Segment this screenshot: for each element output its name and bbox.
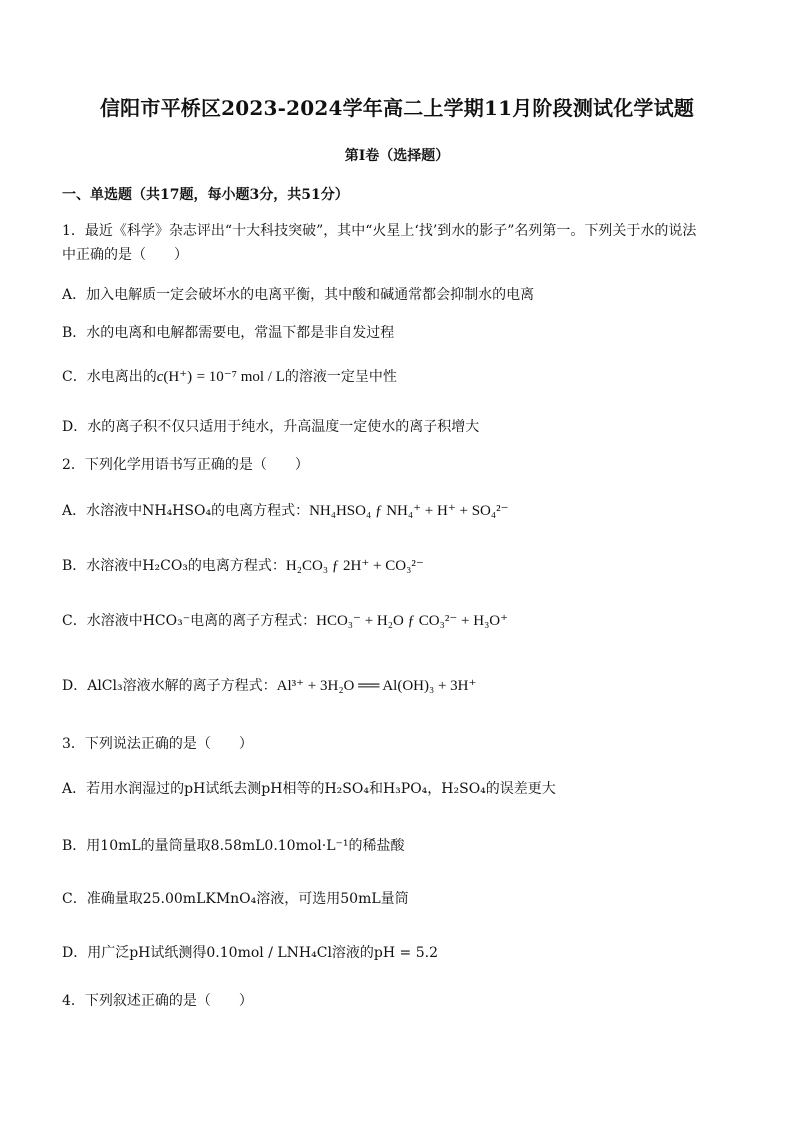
q1-option-c-close-paren: ) bbox=[187, 369, 193, 385]
q3-option-c: C．准确量取25.00mLKMnO₄溶液，可选用50mL量筒 bbox=[62, 891, 409, 907]
q1-option-c-prefix: C．水电离出的 bbox=[62, 369, 157, 385]
q2-stem: 2．下列化学用语书写正确的是（ ） bbox=[62, 457, 309, 473]
q1-option-c bbox=[62, 367, 397, 387]
q3-option-a: A．若用水润湿过的pH试纸去测pH相等的H₂SO₄和H₃PO₄，H₂SO₄的误差更大 bbox=[62, 781, 556, 797]
q2-option-c bbox=[62, 611, 508, 631]
q1-option-d: D．水的离子积不仅只适用于纯水，升高温度一定使水的离子积增大 bbox=[62, 419, 480, 435]
exam-title: 信阳市平桥区2023-2024学年高二上学期11月阶段测试化学试题 bbox=[99, 96, 695, 120]
q1-option-b: B．水的电离和电解都需要电，常温下都是非自发过程 bbox=[62, 325, 395, 341]
q2-option-c-equation: HCO₃⁻ + H₂O ƒ CO₃²⁻ + H₃O⁺ bbox=[316, 613, 509, 629]
q2-option-a-equation: NH₄HSO₄ ƒ NH₄⁺ + H⁺ + SO₄²⁻ bbox=[309, 503, 509, 519]
q1-stem-line1: 1．最近《科学》杂志评出“十大科技突破”，其中“火星上‘找’到水的影子”名列第一。下列关于水的说法 bbox=[62, 223, 697, 239]
q2-option-b bbox=[62, 556, 424, 576]
q3-option-b: B．用10mL的量筒量取8.58mL0.10mol·L⁻¹的稀盐酸 bbox=[62, 838, 405, 854]
q2-option-d bbox=[62, 676, 476, 696]
q2-option-c-text: C．水溶液中HCO₃⁻电离的离子方程式： bbox=[62, 613, 317, 629]
q1-option-c-ion: H⁺ bbox=[168, 369, 188, 385]
q1-option-c-open-paren: ( bbox=[163, 369, 169, 385]
section-heading: 一、单选题（共17题，每小题3分，共51分） bbox=[62, 187, 349, 203]
q2-option-d-equation: Al³⁺ + 3H₂O ══ Al(OH)₃ + 3H⁺ bbox=[276, 678, 477, 694]
q1-stem-line2: 中正确的是（ ） bbox=[62, 247, 188, 263]
q1-option-c-symbol: c bbox=[156, 369, 164, 385]
q2-option-b-equation: H₂CO₃ ƒ 2H⁺ + CO₃²⁻ bbox=[285, 558, 424, 574]
q1-option-c-suffix: 的溶液一定呈中性 bbox=[284, 369, 397, 385]
q2-option-a-text: A．水溶液中NH₄HSO₄的电离方程式： bbox=[62, 503, 310, 519]
q1-option-a: A．加入电解质一定会破坏水的电离平衡，其中酸和碱通常都会抑制水的电离 bbox=[62, 287, 535, 303]
q2-option-d-text: D．AlCl₃溶液水解的离子方程式： bbox=[62, 678, 277, 694]
q1-option-c-value: = 10⁻⁷ mol / L bbox=[196, 369, 285, 385]
q3-option-d: D．用广泛pH试纸测得0.10mol / LNH₄Cl溶液的pH = 5.2 bbox=[62, 945, 438, 961]
q3-stem: 3．下列说法正确的是（ ） bbox=[62, 736, 253, 752]
q4-stem: 4．下列叙述正确的是（ ） bbox=[62, 993, 253, 1009]
q2-option-a bbox=[62, 501, 509, 521]
volume-title: 第Ⅰ卷（选择题） bbox=[344, 148, 450, 164]
q2-option-b-text: B．水溶液中H₂CO₃的电离方程式： bbox=[62, 558, 286, 574]
